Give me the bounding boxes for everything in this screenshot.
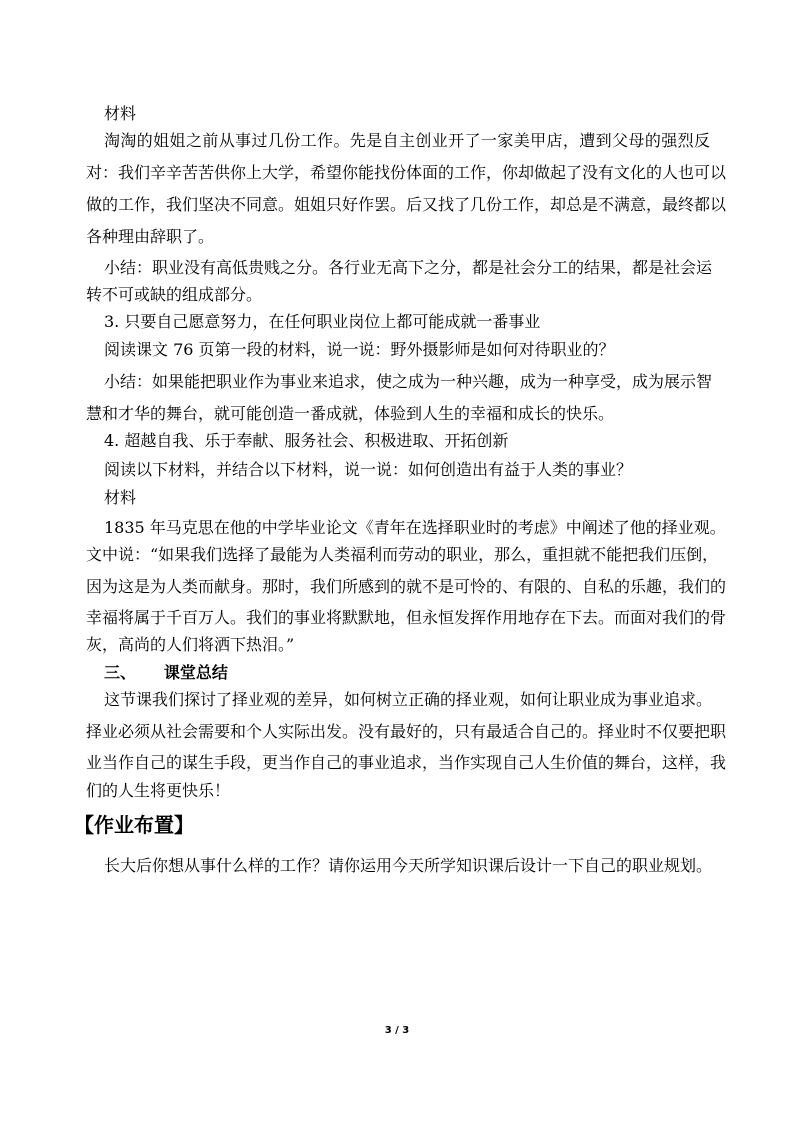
paragraph-line: 做的工作，我们坚决不同意。姐姐只好作罢。后又找了几份工作，却总是不满意，最终都以 bbox=[86, 195, 727, 214]
section-heading: 三、 课堂总结 bbox=[104, 663, 228, 682]
paragraph-line: 灰，高尚的人们将洒下热泪。” bbox=[86, 635, 295, 654]
paragraph-line: 文中说：“如果我们选择了最能为人类福利而劳动的职业，那么，重担就不能把我们压倒， bbox=[86, 545, 719, 564]
summary-line: 小结：职业没有高低贵贱之分。各行业无高下之分，都是社会分工的结果，都是社会运 bbox=[104, 258, 713, 277]
paragraph-line: 择业必须从社会需要和个人实际出发。没有最好的，只有最适合自己的。择业时不仅要把职 bbox=[86, 722, 727, 741]
material-label: 材料 bbox=[104, 104, 137, 123]
material-label: 材料 bbox=[104, 488, 137, 507]
paragraph-line: 业当作自己的谋生手段，更当作自己的事业追求，当作实现自己人生价值的舞台，这样，我 bbox=[86, 753, 727, 772]
summary-line: 小结：如果能把职业作为事业来追求，使之成为一种兴趣，成为一种享受，成为展示智 bbox=[104, 372, 713, 391]
summary-line: 慧和才华的舞台，就可能创造一番成就，体验到人生的幸福和成长的快乐。 bbox=[86, 404, 615, 423]
paragraph-line: 淘淘的姐姐之前从事过几份工作。先是自主创业开了一家美甲店，遭到父母的强烈反 bbox=[104, 131, 710, 150]
paragraph-line: 们的人生将更快乐！ bbox=[86, 781, 231, 800]
point-heading: 4. 超越自我、乐于奉献、服务社会、积极进取、开拓创新 bbox=[104, 431, 509, 450]
paragraph-line: 1835 年马克思在他的中学毕业论文《青年在选择职业时的考虑》中阐述了他的择业观。 bbox=[104, 518, 726, 537]
paragraph-line: 对：我们辛辛苦苦供你上大学，希望你能找份体面的工作，你却做起了没有文化的人也可以 bbox=[86, 163, 727, 182]
paragraph-line: 幸福将属于千百万人。我们的事业将默默地，但永恒发挥作用地存在下去。而面对我们的骨 bbox=[86, 608, 727, 627]
paragraph-line: 这节课我们探讨了择业观的差异，如何树立正确的择业观，如何让职业成为事业追求。 bbox=[104, 690, 713, 709]
paragraph-line: 因为这是为人类而献身。那时，我们所感到的就不是可怜的、有限的、自私的乐趣，我们的 bbox=[86, 577, 727, 596]
paragraph-line: 阅读课文 76 页第一段的材料，说一说：野外摄影师是如何对待职业的？ bbox=[104, 340, 615, 359]
paragraph-line: 阅读以下材料，并结合以下材料，说一说：如何创造出有益于人类的事业？ bbox=[104, 460, 633, 479]
homework-text: 长大后你想从事什么样的工作？请你运用今天所学知识课后设计一下自己的职业规划。 bbox=[104, 856, 713, 875]
homework-heading: 【作业布置】 bbox=[74, 813, 194, 837]
paragraph-line: 各种理由辞职了。 bbox=[86, 227, 215, 246]
page-number: 3 / 3 bbox=[384, 1025, 410, 1036]
summary-line: 转不可或缺的组成部分。 bbox=[86, 285, 263, 304]
point-heading: 3. 只要自己愿意努力，在任何职业岗位上都可能成就一番事业 bbox=[104, 312, 541, 331]
